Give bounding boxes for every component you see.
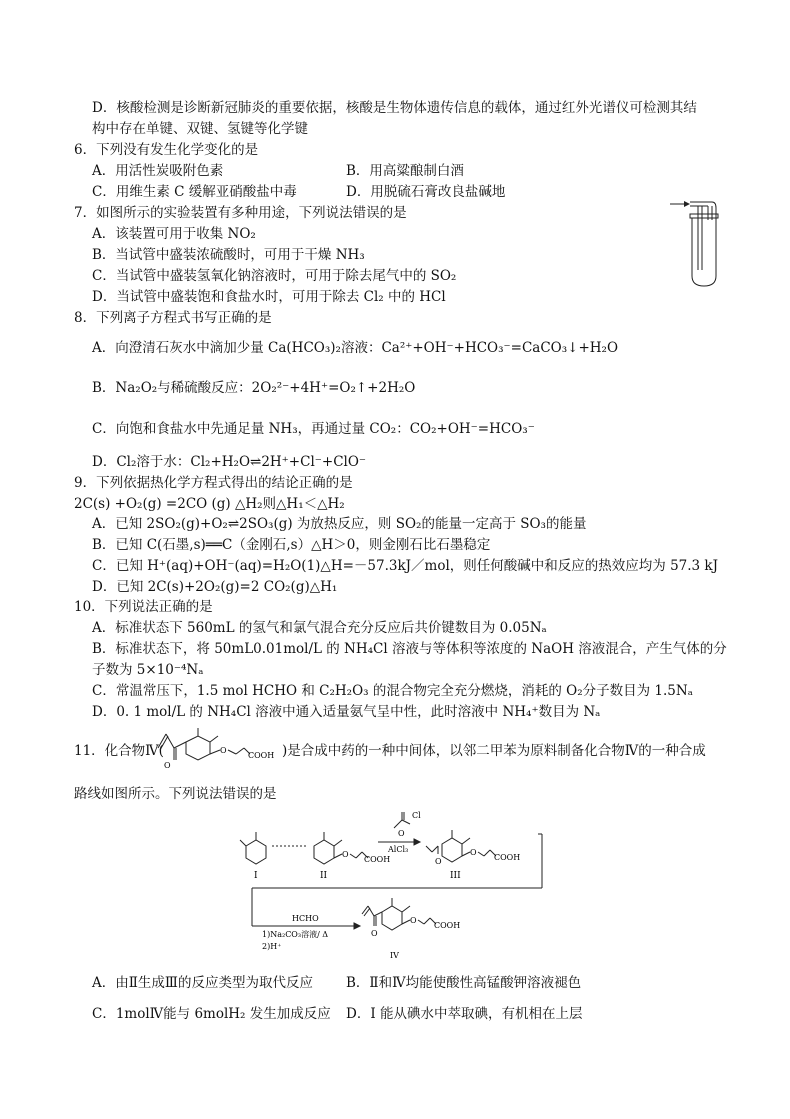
- scheme-reagent2-hcho: HCHO: [292, 914, 319, 923]
- svg-text:O: O: [342, 850, 349, 859]
- q6-option-b: B．用高粱酿制白酒: [346, 163, 464, 179]
- q11-option-d: D．I 能从碘水中萃取碘，有机相在上层: [346, 1006, 583, 1022]
- q7-stem: 7．如图所示的实验装置有多种用途，下列说法错误的是: [74, 205, 407, 221]
- q10-option-a: A．标准状态下 560mL 的氢气和氯气混合充分反应后共价键数目为 0.05Nₐ: [92, 620, 547, 636]
- q9-option-c: C．已知 H⁺(aq)+OH⁻(aq)=H₂O(1)△H=－57.3kJ／mol，则任何酸碱中和反应的热效应均为 57.3 kJ: [92, 558, 719, 574]
- q11-option-b: B．Ⅱ和Ⅳ均能使酸性高锰酸钾溶液褪色: [346, 975, 582, 991]
- scheme-label-iii: III: [450, 871, 461, 881]
- scheme-reagent2-step1: 1)Na₂CO₃溶液/ Δ: [262, 930, 329, 939]
- q9-option-d: D．已知 2C(s)+2O₂(g)=2 CO₂(g)△H₁: [92, 579, 338, 595]
- scheme-label-i: I: [254, 871, 258, 881]
- q8-option-c: C．向饱和食盐水中先通足量 NH₃，再通过量 CO₂：CO₂+OH⁻=HCO₃⁻: [92, 421, 535, 437]
- q10-option-b-line2: 子数为 5×10⁻⁴Nₐ: [92, 662, 204, 678]
- scheme-iv-cooh: COOH: [434, 921, 461, 930]
- svg-text:O: O: [220, 746, 227, 755]
- compound-i-ring: [246, 840, 266, 864]
- q7-option-a: A．该装置可用于收集 NO₂: [92, 226, 256, 242]
- svg-text:O: O: [435, 857, 442, 866]
- q11-inline-structure-iv: [152, 726, 282, 772]
- q11-option-c: C．1molⅣ能与 6molH₂ 发生加成反应: [92, 1006, 331, 1022]
- scheme-reagent-alcl3: AlCl₃: [388, 845, 409, 854]
- q7-option-c: C．当试管中盛装氢氧化钠溶液时，可用于除去尾气中的 SO₂: [92, 268, 457, 284]
- q6-option-a: A．用活性炭吸附色素: [92, 163, 224, 179]
- scheme-label-iv: IV: [390, 951, 399, 960]
- q10-option-c: C．常温常压下，1.5 mol HCHO 和 C₂H₂O₃ 的混合物完全充分燃烧，消耗的 O₂分子数目为 1.5Nₐ: [92, 683, 693, 699]
- q6-option-c: C．用维生素 C 缓解亚硝酸盐中毒: [92, 184, 297, 200]
- svg-text:O: O: [470, 848, 477, 857]
- q6-stem: 6．下列没有发生化学变化的是: [74, 142, 259, 158]
- q11-stem-line2: 路线如图所示。下列说法错误的是: [74, 786, 277, 802]
- q10-stem: 10．下列说法正确的是: [74, 599, 213, 615]
- scheme-reagent2-step2: 2)H⁺: [262, 942, 282, 951]
- q7-option-d: D．当试管中盛装饱和食盐水时，可用于除去 Cl₂ 中的 HCl: [92, 289, 446, 305]
- scheme-reagent-o: O: [398, 829, 405, 838]
- svg-text:O: O: [371, 929, 378, 938]
- scheme-label-ii: II: [320, 871, 328, 881]
- q8-option-b: B．Na₂O₂与稀硫酸反应：2O₂²⁻+4H⁺=O₂↑+2H₂O: [92, 380, 416, 396]
- q5-option-d-line2: 构中存在单键、双键、氢键等化学键: [92, 121, 308, 137]
- q11-inline-o-label: O: [164, 761, 171, 770]
- q7-option-b: B．当试管中盛装浓硫酸时，可用于干燥 NH₃: [92, 247, 365, 263]
- svg-text:O: O: [410, 916, 417, 925]
- q5-option-d-line1: D．核酸检测是诊断新冠肺炎的重要依据，核酸是生物体遗传信息的载体，通过红外光谱仪可检测其结: [92, 100, 697, 116]
- q10-option-b-line1: B．标准状态下，将 50mL0.01mol/L 的 NH₄Cl 溶液与等体积等浓度的 NaOH 溶液混合，产生气体的分: [92, 641, 727, 657]
- q9-given: 2C(s) +O₂(g) =2CO (g) △H₂则△H₁＜△H₂: [74, 496, 345, 512]
- scheme-ii-cooh: COOH: [364, 855, 391, 864]
- q11-stem-pre: 11．化合物Ⅳ(: [74, 743, 164, 759]
- q11-synthesis-scheme: [238, 806, 558, 966]
- q8-option-d: D．Cl₂溶于水：Cl₂+H₂O⇌2H⁺+Cl⁻+ClO⁻: [92, 454, 367, 470]
- q7-apparatus-diagram: [668, 196, 728, 290]
- q11-option-a: A．由Ⅱ生成Ⅲ的反应类型为取代反应: [92, 975, 313, 991]
- scheme-reagent-cl: Cl: [412, 811, 421, 820]
- q9-option-a: A．已知 2SO₂(g)+O₂⇌2SO₃(g) 为放热反应，则 SO₂的能量一定高于 SO₃的能量: [92, 516, 587, 532]
- q10-option-d: D．0. 1 mol/L 的 NH₄Cl 溶液中通入适量氨气呈中性，此时溶液中 NH₄⁺数目为 Nₐ: [92, 704, 601, 720]
- q11-inline-cooh-label: COOH: [248, 751, 275, 760]
- q6-option-d: D．用脱硫石膏改良盐碱地: [346, 184, 506, 200]
- q9-option-b: B．已知 C(石墨,s)══C（金刚石,s）△H＞0，则金刚石比石墨稳定: [92, 537, 491, 553]
- scheme-iii-cooh: COOH: [494, 853, 521, 862]
- q11-stem-post: )是合成中药的一种中间体，以邻二甲苯为原料制备化合物Ⅳ的一种合成: [282, 743, 706, 759]
- q8-stem: 8．下列离子方程式书写正确的是: [74, 310, 272, 326]
- q8-option-a: A．向澄清石灰水中滴加少量 Ca(HCO₃)₂溶液：Ca²⁺+OH⁻+HCO₃⁻=CaCO₃↓+H₂O: [92, 340, 619, 356]
- q9-stem: 9．下列依据热化学方程式得出的结论正确的是: [74, 475, 353, 491]
